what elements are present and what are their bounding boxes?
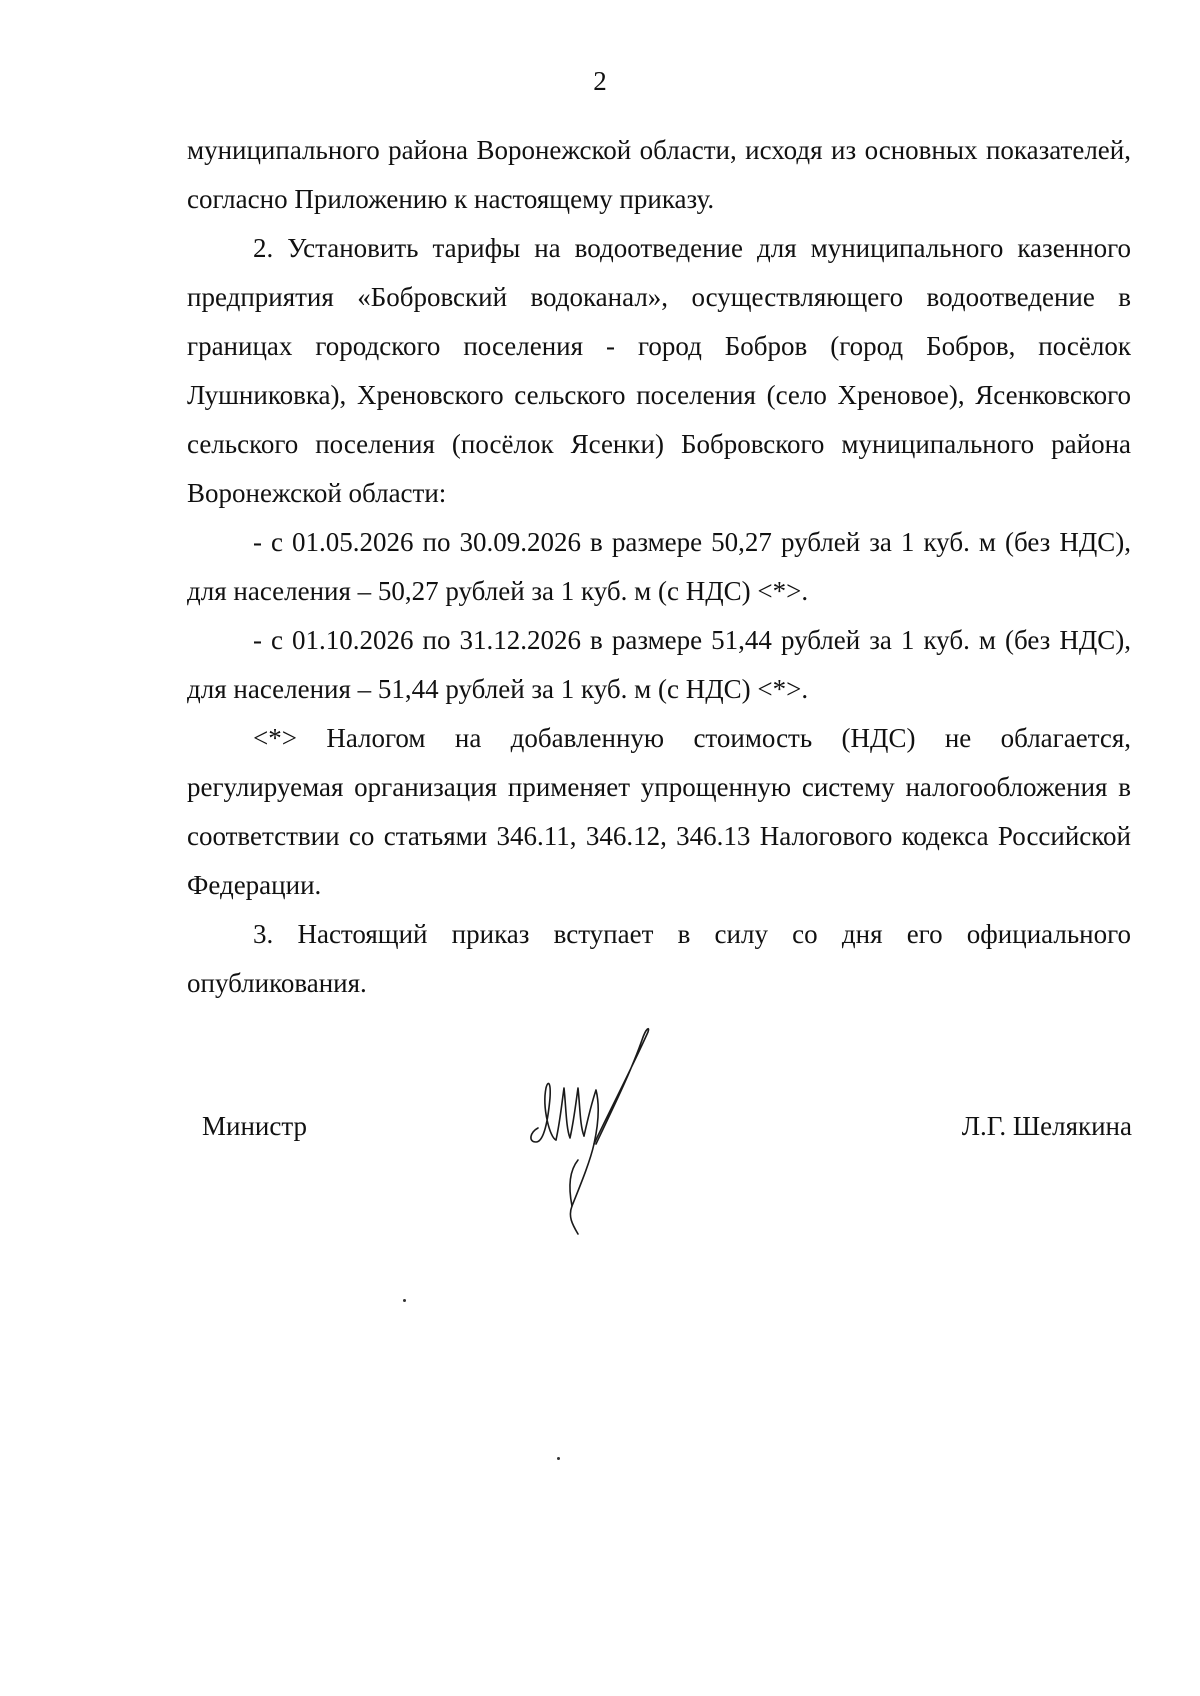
scan-speck <box>557 1457 560 1460</box>
page-number: 2 <box>593 66 607 96</box>
signatory-name: Л.Г. Шелякина <box>961 1111 1132 1141</box>
tariff-period-1: - с 01.05.2026 по 30.09.2026 в размере 50,27 рублей за 1 куб. м (без НДС), для населения – 50,27 рублей за 1 куб. м (с НДС) <*>. <box>187 527 1131 606</box>
paragraph-item-2: 2. Установить тарифы на водоотведение для муниципального казенного предприятия «Бобровский водоканал», осуществляющего водоотведение в границах городского поселения - город Бобров (город Бобров, посёлок Лушниковка), Хреновского сельского поселения (село Хреновое), Ясенковского сельского поселения (посёлок Ясенки) Бобровского муниципального района Воронежской области: <box>187 233 1131 508</box>
signatory-title: Министр <box>202 1111 307 1141</box>
handwritten-signature <box>520 1010 670 1240</box>
paragraph-item-3: 3. Настоящий приказ вступает в силу со дня его официального опубликования. <box>187 919 1131 998</box>
document-body <box>187 126 1131 1008</box>
paragraph-continuation: муниципального района Воронежской области, исходя из основных показателей, согласно Приложению к настоящему приказу. <box>187 135 1131 214</box>
vat-footnote: <*> Налогом на добавленную стоимость (НДС) не облагается, регулируемая организация применяет упрощенную систему налогообложения в соответствии со статьями 346.11, 346.12, 346.13 Налогового кодекса Российской Федерации. <box>187 723 1131 900</box>
tariff-period-2: - с 01.10.2026 по 31.12.2026 в размере 51,44 рублей за 1 куб. м (без НДС), для населения – 51,44 рублей за 1 куб. м (с НДС) <*>. <box>187 625 1131 704</box>
scan-speck <box>403 1299 406 1302</box>
